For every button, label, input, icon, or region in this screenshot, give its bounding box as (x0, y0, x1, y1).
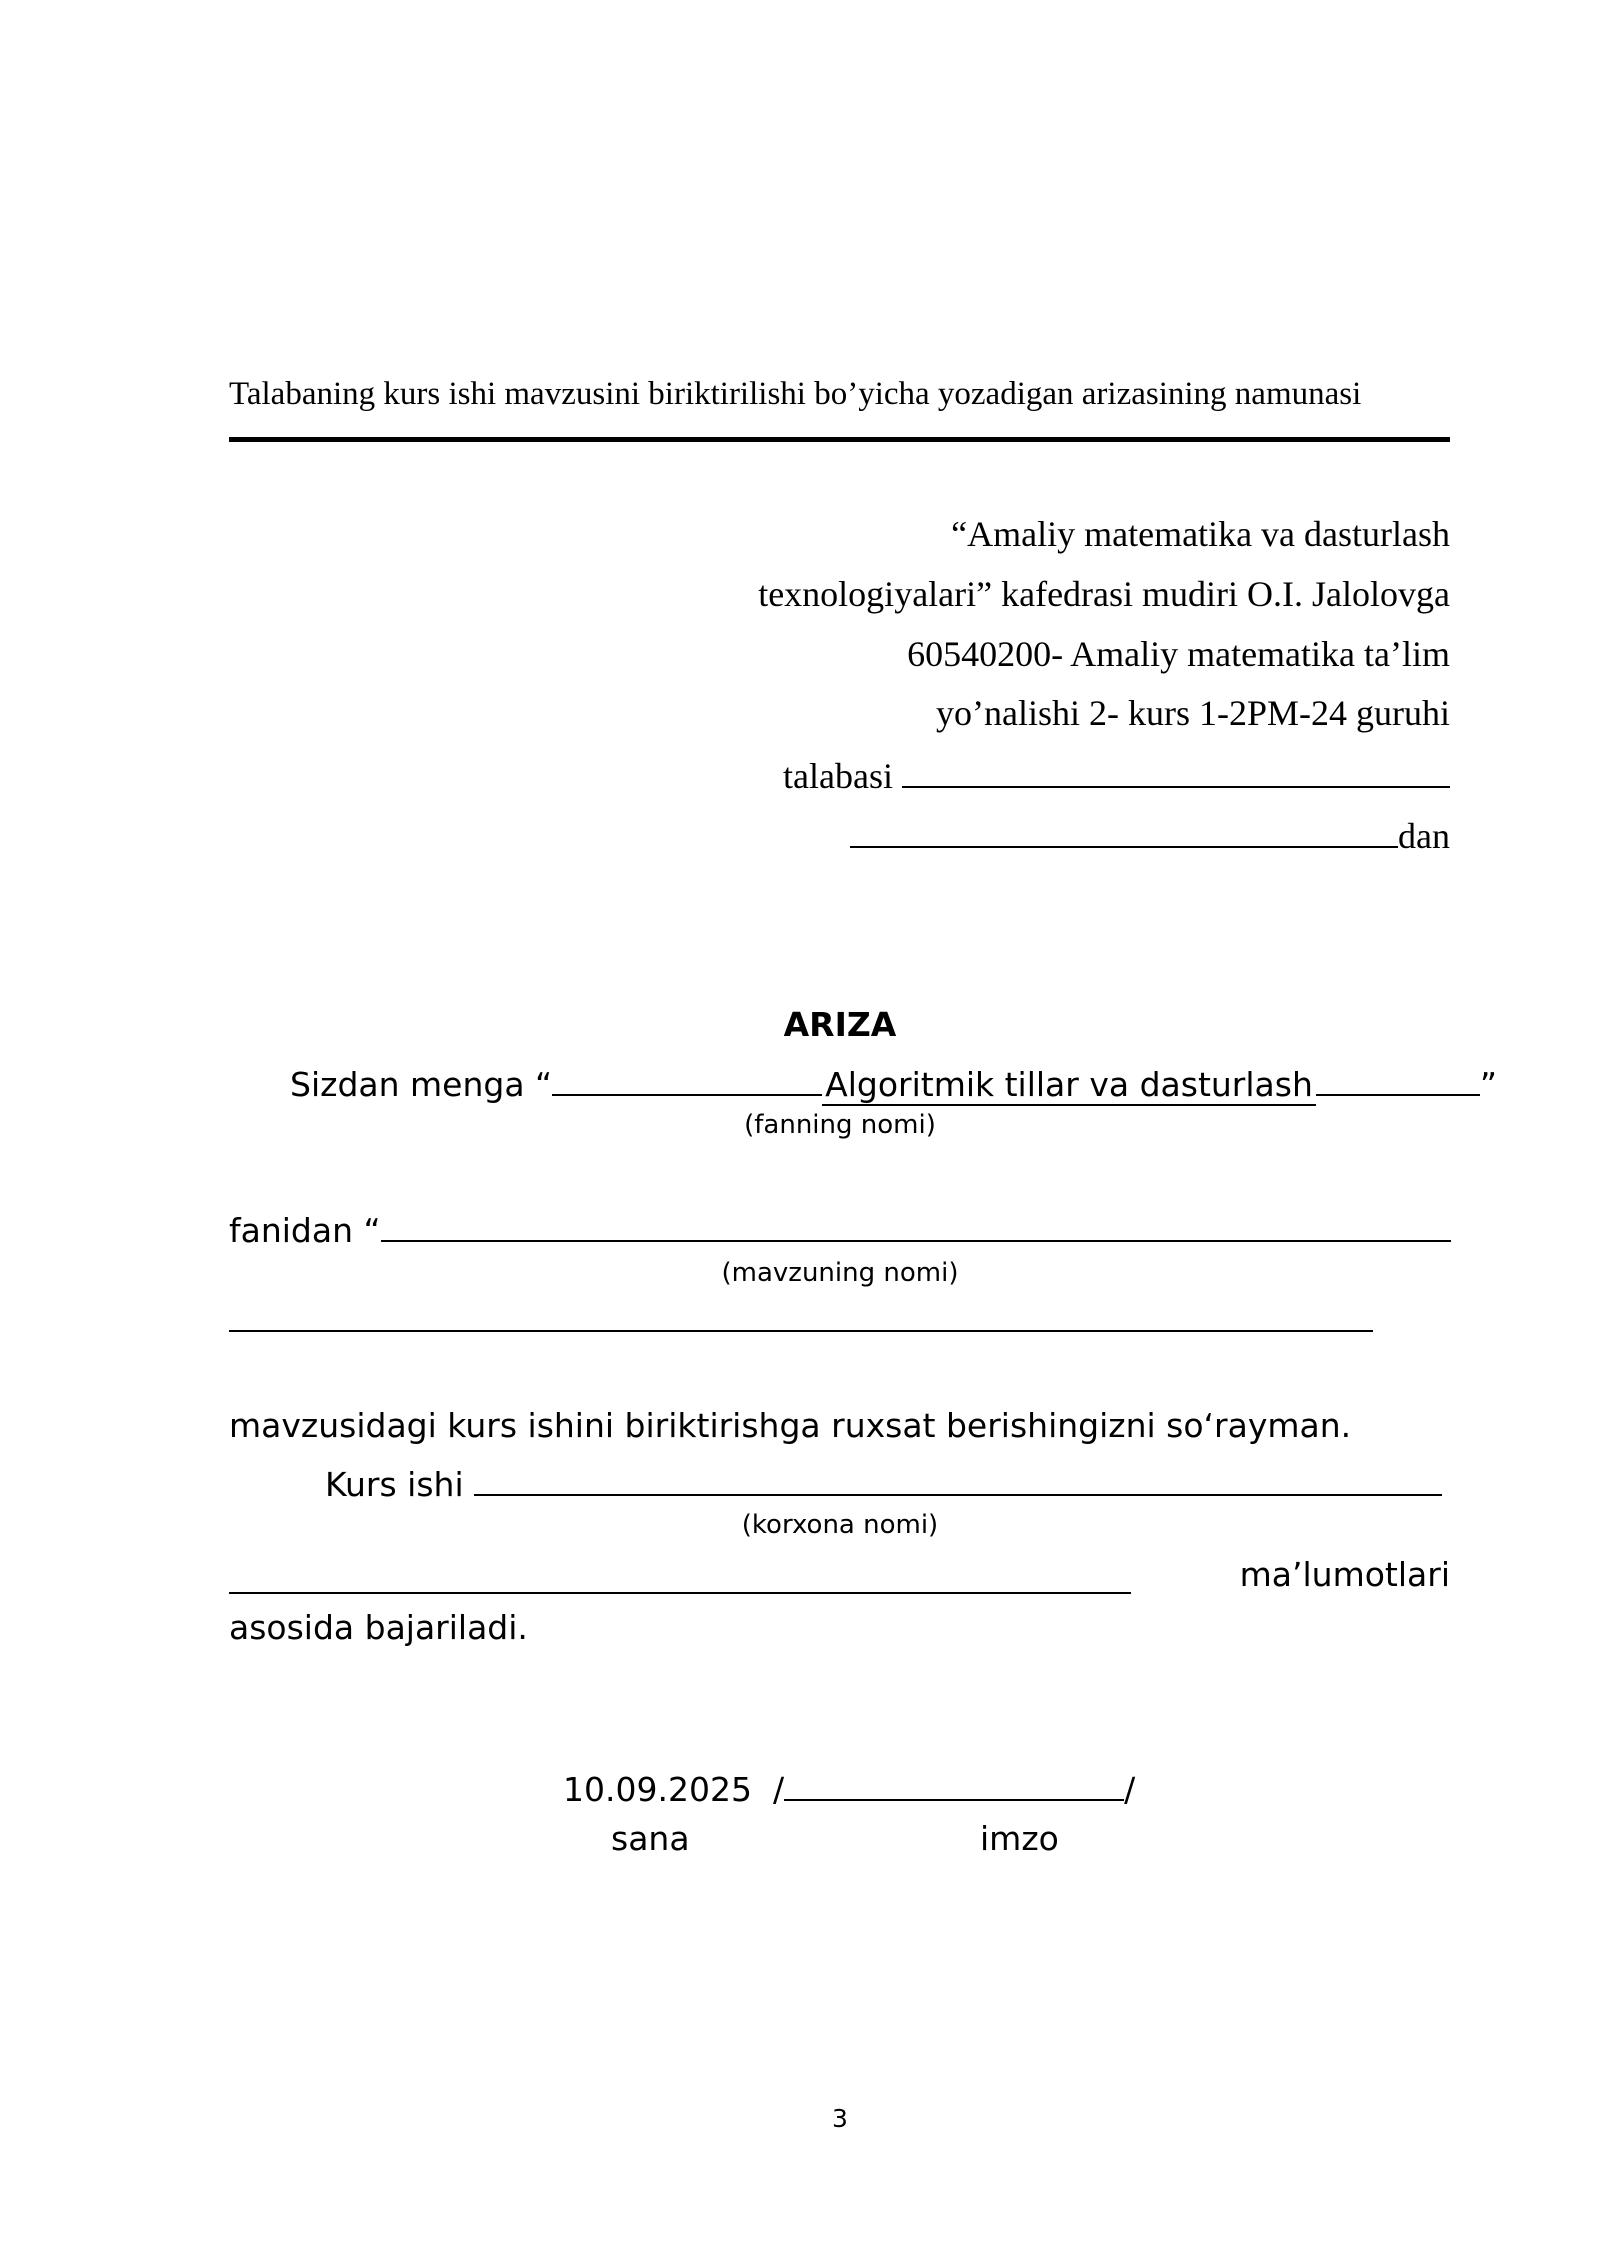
signature-field[interactable] (784, 1765, 1124, 1801)
subject-blank-left (552, 1060, 822, 1096)
company-field[interactable] (474, 1460, 1442, 1496)
slash-close: / (1124, 1770, 1136, 1809)
signature-row (563, 1765, 1135, 1809)
student-name-row (783, 752, 1450, 797)
header-note: Talabaning kurs ishi mavzusini biriktirilishi bo’yicha yozadigan arizasining namunasi (229, 376, 1362, 412)
addressee-line-2: texnologiyalari” kafedrasi mudiri O.I. Jalolovga (758, 574, 1450, 614)
from-suffix: dan (1398, 816, 1450, 856)
data-suffix: ma’lumotlari (1239, 1555, 1450, 1594)
addressee-line-1: “Amaliy matematika va dasturlash (951, 514, 1450, 554)
student-label: talabasi (783, 756, 893, 796)
topic-field-line-2[interactable] (229, 1330, 1373, 1332)
subject-hint: (fanning nomi) (744, 1110, 936, 1140)
work-row (325, 1460, 1442, 1504)
addressee-line-4: yo’nalishi 2- kurs 1-2PM-24 guruhi (936, 693, 1450, 733)
topic-field[interactable] (381, 1206, 1451, 1242)
request-close: ” (1479, 1065, 1497, 1104)
subject-value[interactable]: Algoritmik tillar va dasturlash (822, 1065, 1316, 1106)
topic-hint: (mavzuning nomi) (721, 1258, 959, 1288)
work-prefix: Kurs ishi (325, 1465, 464, 1504)
addressee-line-3: 60540200- Amaliy matematika ta’lim (907, 634, 1450, 674)
slash-open: / (772, 1770, 785, 1809)
date-label: sana (611, 1819, 690, 1858)
student-name-field[interactable] (902, 752, 1450, 788)
topic-row (229, 1206, 1451, 1250)
student-from-row (850, 812, 1450, 857)
subject-row (290, 1060, 1497, 1106)
company-hint: (korxona nomi) (741, 1510, 939, 1540)
topic-prefix: fanidan “ (229, 1211, 381, 1250)
subject-blank-right (1316, 1060, 1480, 1096)
sign-label: imzo (980, 1819, 1059, 1858)
basis-text: asosida bajariladi. (229, 1608, 528, 1647)
page-number: 3 (832, 2104, 848, 2133)
application-title: ARIZA (783, 1005, 897, 1044)
permission-text: mavzusidagi kurs ishini biriktirishga ruxsat berishingizni so‘rayman. (229, 1406, 1352, 1445)
company-field-line-2[interactable] (229, 1592, 1131, 1594)
request-prefix: Sizdan menga “ (290, 1065, 553, 1104)
student-fullname-field[interactable] (850, 812, 1398, 848)
header-rule (229, 437, 1450, 442)
signature-date: 10.09.2025 (563, 1770, 752, 1809)
